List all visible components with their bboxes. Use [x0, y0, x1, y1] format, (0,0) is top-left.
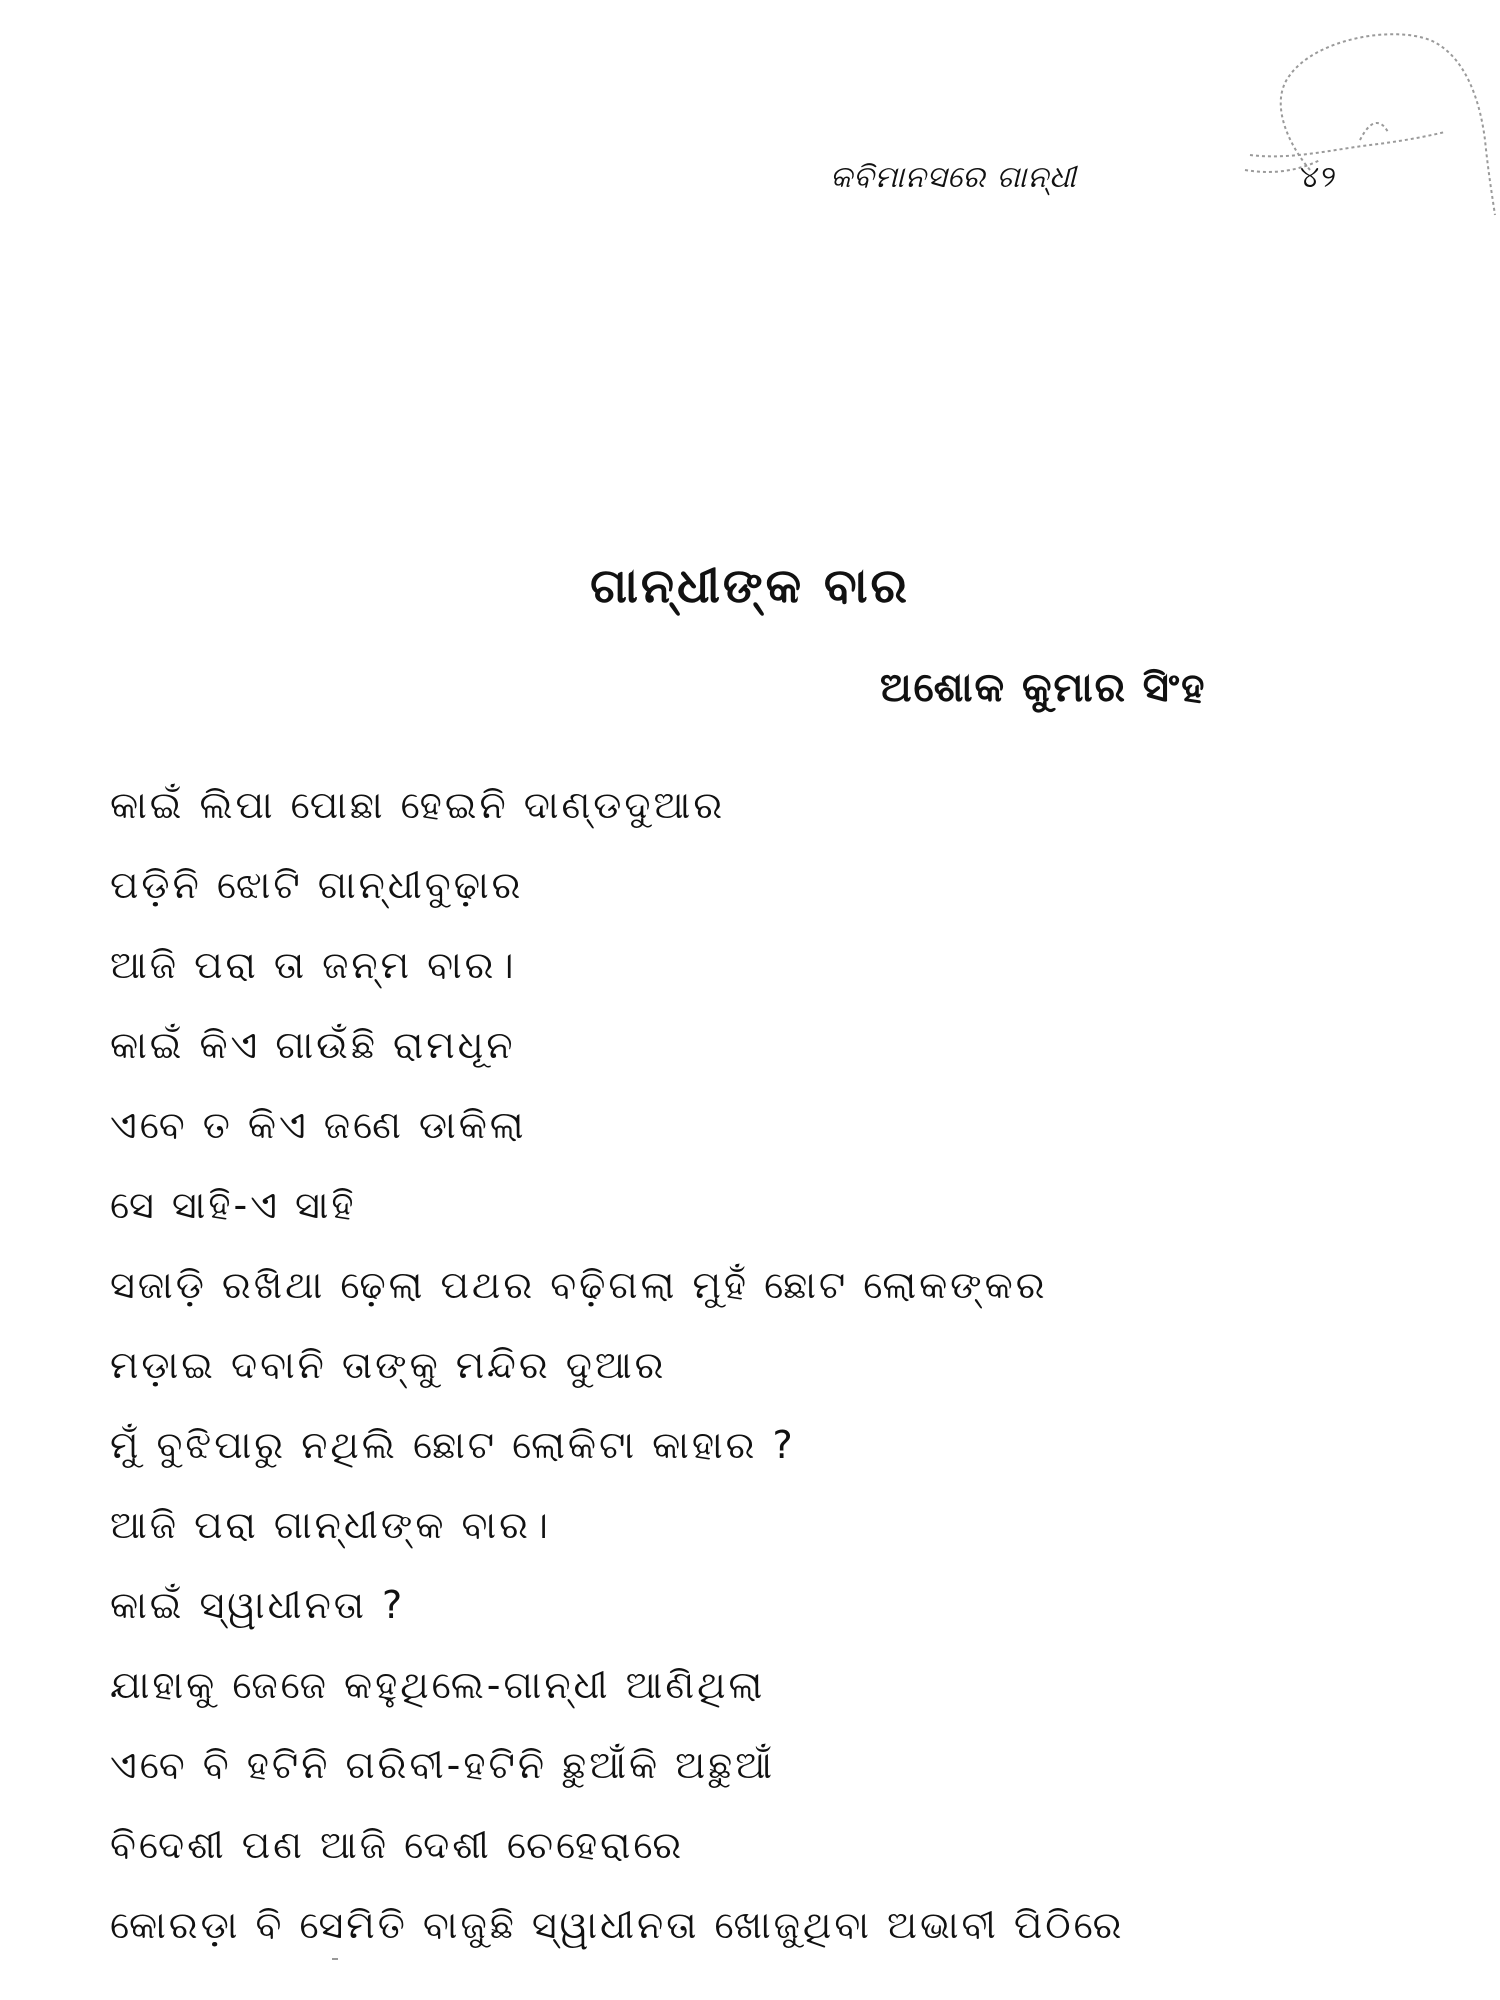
running-header-title: କବିମାନସରେ ଗାନ୍ଧୀ [830, 160, 1077, 195]
page-number: ୪୨ [1300, 160, 1339, 195]
poem-line: ମୁଁ ବୁଝିପାରୁ ନଥିଲି ଛୋଟ ଲୋକିଟା କାହାର ? [110, 1423, 796, 1467]
poem-line: ପଡ଼ିନି ଝୋଟି ଗାନ୍ଧୀବୁଢ଼ାର [110, 863, 524, 907]
poem-line: କୋରଡ଼ା ବି ସେମିତି ବାଜୁଛି ସ୍ୱାଧୀନତା ଖୋଜୁଥିବା ଅଭାବୀ ପିଠିରେ [110, 1903, 1125, 1947]
poem-line: କାଇଁ ଲିପା ପୋଛା ହେଇନି ଦାଣ୍ଡଦୁଆର [110, 783, 726, 827]
poem-author: ଅଶୋକ କୁମାର ସିଂହ [880, 665, 1207, 711]
poem-line: ଏବେ ତ କିଏ ଜଣେ ଡାକିଲା [110, 1103, 527, 1147]
poem-body [110, 765, 1410, 1965]
poem-line: କାଇଁ କିଏ ଗାଉଁଛି ରାମଧୂନ [110, 1023, 516, 1067]
poem-line: ବିଦେଶୀ ପଣ ଆଜି ଦେଶୀ ଚେହେରାରେ [110, 1823, 685, 1867]
poem-line: ସେ ସାହି-ଏ ସାହି [110, 1183, 357, 1227]
poem-title: ଗାନ୍ଧୀଙ୍କ ବାର [590, 558, 910, 614]
running-header [830, 160, 1360, 210]
poem-line: କାଇଁ ସ୍ୱାଧୀନତା ? [110, 1583, 406, 1627]
poem-line: ଆଜି ପରା ତା ଜନ୍ମ ବାର। [110, 943, 517, 987]
poem-line: ମଡ଼ାଇ ଦବାନି ତାଙ୍କୁ ମନ୍ଦିର ଦୁଆର [110, 1343, 667, 1387]
poem-line: ସଜାଡ଼ି ରଖିଥା ଢ଼େଲା ପଥର ବଢ଼ିଗଲା ମୁହଁ ଛୋଟ ଲୋକଙ୍କର [110, 1263, 1048, 1307]
scan-speck [332, 1958, 338, 1960]
poem-line: ଏବେ ବି ହଟିନି ଗରିବୀ-ହଟିନି ଛୁଆଁକି ଅଛୁଆଁ [110, 1743, 776, 1787]
poem-line: ଆଜି ପରା ଗାନ୍ଧୀଙ୍କ ବାର। [110, 1503, 551, 1547]
poem-line: ଯାହାକୁ ଜେଜେ କହୁଥିଲେ-ଗାନ୍ଧୀ ଆଣିଥିଲା [110, 1663, 766, 1707]
